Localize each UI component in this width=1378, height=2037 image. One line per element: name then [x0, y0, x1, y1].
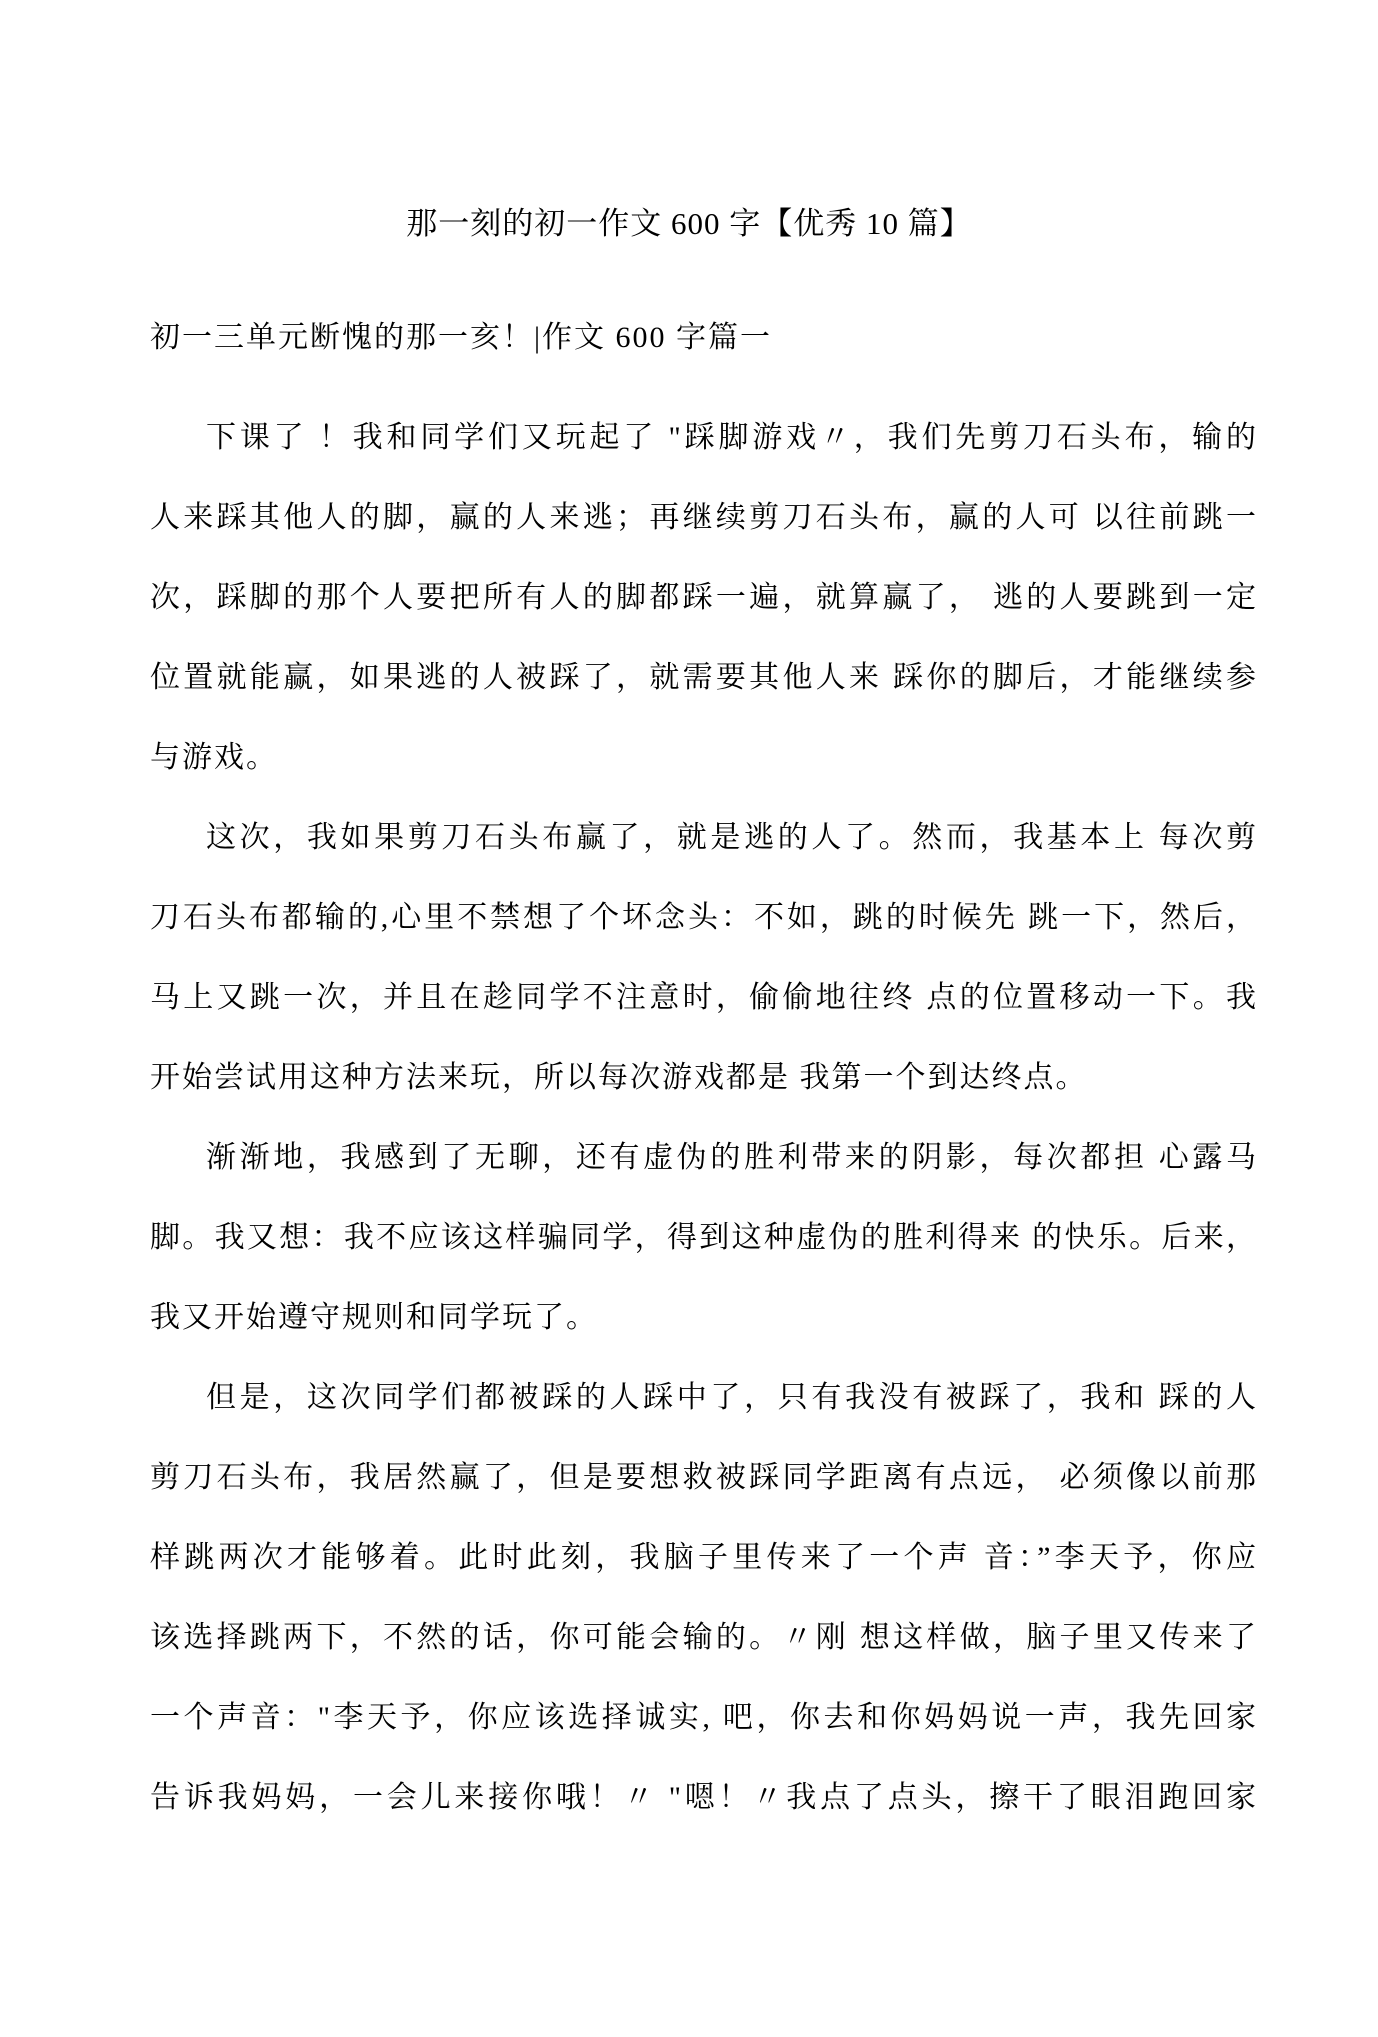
body-line: 我又开始遵守规则和同学玩了。: [150, 1301, 598, 1334]
body-line: 脚。我又想：我不应该这样骗同学，得到这种虚伪的胜利得来 的快乐。后来，: [150, 1221, 1258, 1254]
body-line: 样跳两次才能够着。此时此刻，我脑子里传来了一个声 音：”李天予，你应: [150, 1541, 1258, 1574]
body-line: 次，踩脚的那个人要把所有人的脚都踩一遍，就算赢了， 逃的人要跳到一定: [150, 581, 1258, 614]
body-line: 一个声音："李天予，你应该选择诚实, 吧，你去和你妈妈说一声，我先回家: [150, 1701, 1258, 1734]
section-heading: 初一三单元断愧的那一亥！|作文 600 字篇一: [150, 321, 773, 354]
body-line: 与游戏。: [150, 741, 278, 774]
body-line: 渐渐地，我感到了无聊，还有虚伪的胜利带来的阴影，每次都担 心露马: [206, 1141, 1258, 1174]
body-line: 人来踩其他人的脚，赢的人来逃；再继续剪刀石头布，赢的人可 以往前跳一: [150, 501, 1258, 534]
body-line: 开始尝试用这种方法来玩，所以每次游戏都是 我第一个到达终点。: [150, 1061, 1088, 1094]
paragraph: [150, 798, 1258, 1118]
body-line: 剪刀石头布，我居然赢了，但是要想救被踩同学距离有点远， 必须像以前那: [150, 1461, 1258, 1494]
body-line: 马上又跳一次，并且在趁同学不注意时，偷偷地往终 点的位置移动一下。我: [150, 981, 1258, 1014]
paragraph: [150, 1358, 1258, 1838]
paragraph: [150, 1118, 1258, 1358]
body-line: 告诉我妈妈，一会儿来接你哦！〃 "嗯！〃我点了点头，擦干了眼泪跑回家: [150, 1781, 1258, 1814]
document-title: 那一刻的初一作文 600 字【优秀 10 篇】: [406, 206, 972, 241]
body-line: 这次，我如果剪刀石头布赢了，就是逃的人了。然而，我基本上 每次剪: [206, 821, 1258, 854]
paragraph: [150, 398, 1258, 798]
document-body: [150, 398, 1258, 1838]
body-line: 该选择跳两下，不然的话，你可能会输的。〃刚 想这样做，脑子里又传来了: [150, 1621, 1258, 1654]
body-line: 下课了 ！我和同学们又玩起了 "踩脚游戏〃，我们先剪刀石头布，输的: [206, 421, 1258, 454]
body-line: 但是，这次同学们都被踩的人踩中了，只有我没有被踩了，我和 踩的人: [206, 1381, 1258, 1414]
body-line: 刀石头布都输的,心里不禁想了个坏念头：不如，跳的时候先 跳一下，然后，: [150, 901, 1258, 934]
body-line: 位置就能赢，如果逃的人被踩了，就需要其他人来 踩你的脚后，才能继续参: [150, 661, 1258, 694]
